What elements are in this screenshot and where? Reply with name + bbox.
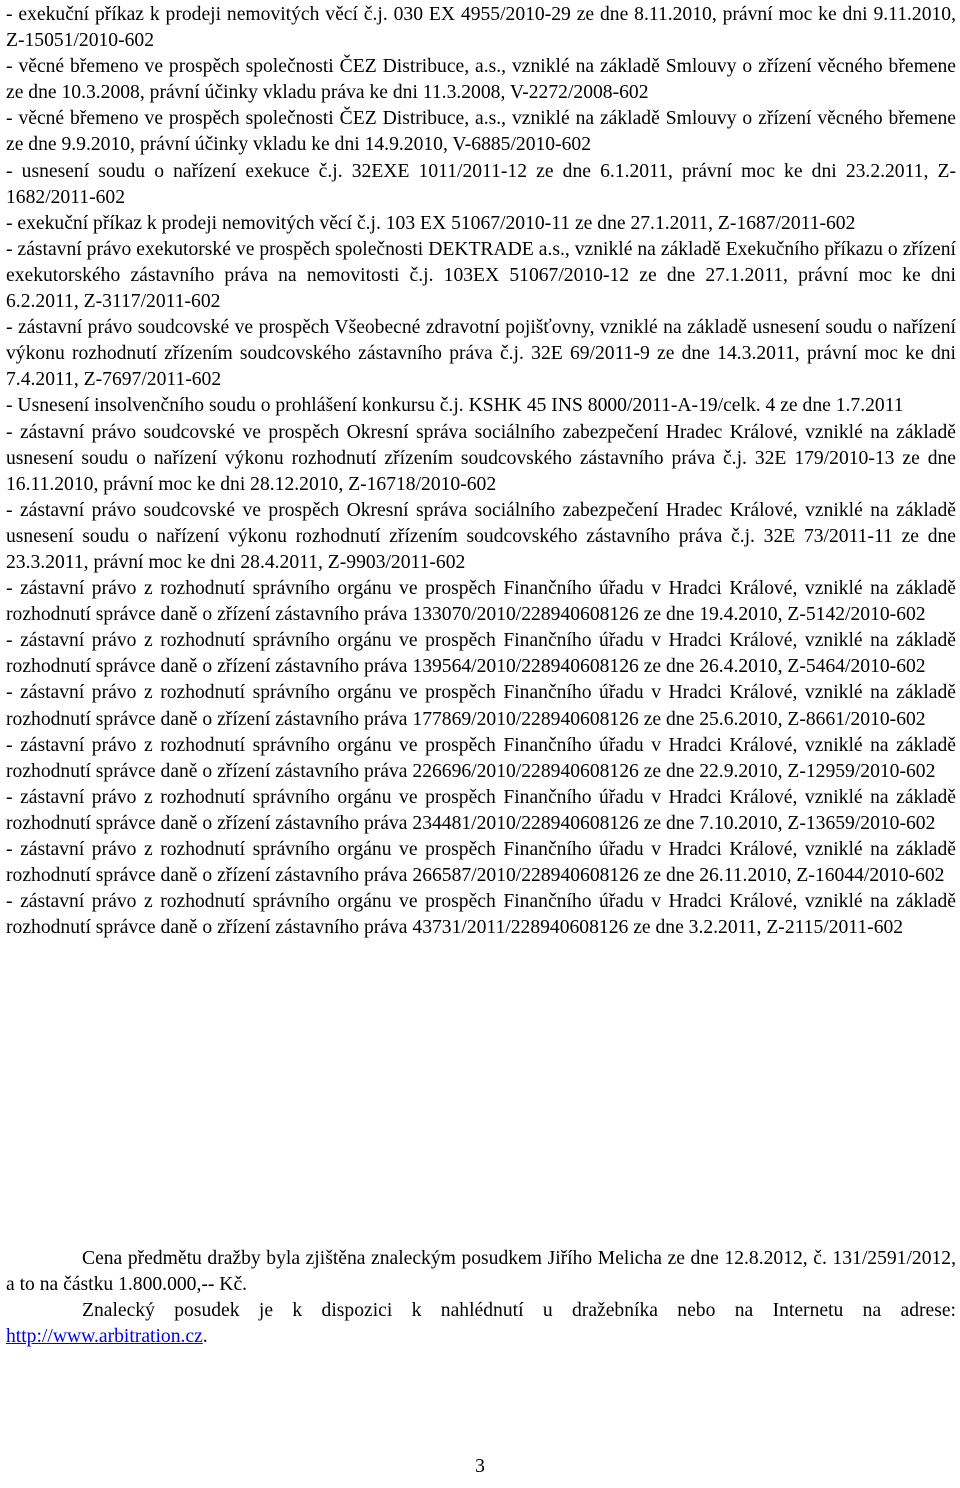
encumbrance-entry: - zástavní právo z rozhodnutí správního orgánu ve prospěch Finančního úřadu v Hradci Králové, vzniklé na základě rozhodnutí správce daně o zřízení zástavního práva 139564/2010/228940608126 ze dne 26.4.2010, Z-5464/2010-602: [6, 630, 956, 678]
encumbrance-entry: - usnesení soudu o nařízení exekuce č.j. 32EXE 1011/2011-12 ze dne 6.1.2011, právní moc ke dni 23.2.2011, Z-1682/2011-602: [6, 160, 956, 208]
price-paragraph: Cena předmětu dražby byla zjištěna znaleckým posudkem Jiřího Melicha ze dne 12.8.2012, č. 131/2591/2012, a to na částku 1.800.000,-- Kč.: [6, 1248, 956, 1296]
encumbrance-entry: - zástavní právo exekutorské ve prospěch společnosti DEKTRADE a.s., vzniklé na základě Exekučního příkazu o zřízení exekutorského zástavního práva na nemovitosti č.j. 103EX 51067/2010-12 ze dne 27.1.2011, právní moc ke dni 6.2.2011, Z-3117/2011-602: [6, 238, 956, 313]
encumbrance-entry: - zástavní právo z rozhodnutí správního orgánu ve prospěch Finančního úřadu v Hradci Králové, vzniklé na základě rozhodnutí správce daně o zřízení zástavního práva 43731/2011/228940608126 ze dne 3.2.2011, Z-2115/2011-602: [6, 891, 956, 939]
encumbrance-entry: - zástavní právo z rozhodnutí správního orgánu ve prospěch Finančního úřadu v Hradci Králové, vzniklé na základě rozhodnutí správce daně o zřízení zástavního práva 177869/2010/228940608126 ze dne 25.6.2010, Z-8661/2010-602: [6, 682, 956, 730]
expert-report-suffix: .: [202, 1326, 208, 1348]
encumbrance-entry: - exekuční příkaz k prodeji nemovitých věcí č.j. 030 EX 4955/2010-29 ze dne 8.11.2010, právní moc ke dni 9.11.2010, Z-15051/2010-602: [6, 4, 956, 52]
encumbrance-entry: - zástavní právo z rozhodnutí správního orgánu ve prospěch Finančního úřadu v Hradci Králové, vzniklé na základě rozhodnutí správce daně o zřízení zástavního práva 133070/2010/228940608126 ze dne 19.4.2010, Z-5142/2010-602: [6, 578, 956, 626]
encumbrance-entry: - věcné břemeno ve prospěch společnosti ČEZ Distribuce, a.s., vzniklé na základě Smlouvy o zřízení věcného břemene ze dne 10.3.2008, právní účinky vkladu práva ke dni 11.3.2008, V-2272/2008-602: [6, 56, 956, 104]
encumbrance-entry: - Usnesení insolvenčního soudu o prohlášení konkursu č.j. KSHK 45 INS 8000/2011-A-19/celk. 4 ze dne 1.7.2011: [6, 395, 904, 417]
expert-report-text: Znalecký posudek je k dispozici k nahlédnutí u dražebníka nebo na Internetu na adrese:: [82, 1300, 956, 1322]
encumbrance-entry: - zástavní právo soudcovské ve prospěch Všeobecné zdravotní pojišťovny, vzniklé na základě usnesení soudu o nařízení výkonu rozhodnutí zřízením soudcovského zástavního práva č.j. 32E 69/2011-9 ze dne 14.3.2011, právní moc ke dni 7.4.2011, Z-7697/2011-602: [6, 317, 956, 391]
encumbrance-entry: - zástavní právo soudcovské ve prospěch Okresní správa sociálního zabezpečení Hradec Králové, vzniklé na základě usnesení soudu o nařízení výkonu rozhodnutí zřízením soudcovského zástavního práva č.j. 32E 73/2011-11 ze dne 23.3.2011, právní moc ke dni 28.4.2011, Z-9903/2011-602: [6, 499, 956, 573]
encumbrance-list: [6, 2, 956, 941]
page-number: 3: [475, 1456, 485, 1477]
encumbrance-entry: - exekuční příkaz k prodeji nemovitých věcí č.j. 103 EX 51067/2010-11 ze dne 27.1.2011, Z-1687/2011-602: [6, 212, 856, 234]
arbitration-website-link[interactable]: http://www.arbitration.cz: [6, 1326, 203, 1348]
closing-section: [6, 1246, 956, 1350]
expert-report-paragraph: [6, 1298, 956, 1350]
encumbrance-entry: - zástavní právo z rozhodnutí správního orgánu ve prospěch Finančního úřadu v Hradci Králové, vzniklé na základě rozhodnutí správce daně o zřízení zástavního práva 266587/2010/228940608126 ze dne 26.11.2010, Z-16044/2010-602: [6, 839, 956, 887]
encumbrance-entry: - zástavní právo z rozhodnutí správního orgánu ve prospěch Finančního úřadu v Hradci Králové, vzniklé na základě rozhodnutí správce daně o zřízení zástavního práva 234481/2010/228940608126 ze dne 7.10.2010, Z-13659/2010-602: [6, 786, 956, 834]
encumbrance-entry: - zástavní právo soudcovské ve prospěch Okresní správa sociálního zabezpečení Hradec Králové, vzniklé na základě usnesení soudu o nařízení výkonu rozhodnutí zřízením soudcovského zástavního práva č.j. 32E 179/2010-13 ze dne 16.11.2010, právní moc ke dni 28.12.2010, Z-16718/2010-602: [6, 421, 956, 495]
encumbrance-entry: - věcné břemeno ve prospěch společnosti ČEZ Distribuce, a.s., vzniklé na základě Smlouvy o zřízení věcného břemene ze dne 9.9.2010, právní účinky vkladu ke dni 14.9.2010, V-6885/2010-602: [6, 108, 956, 156]
encumbrance-entry: - zástavní právo z rozhodnutí správního orgánu ve prospěch Finančního úřadu v Hradci Králové, vzniklé na základě rozhodnutí správce daně o zřízení zástavního práva 226696/2010/228940608126 ze dne 22.9.2010, Z-12959/2010-602: [6, 734, 956, 782]
